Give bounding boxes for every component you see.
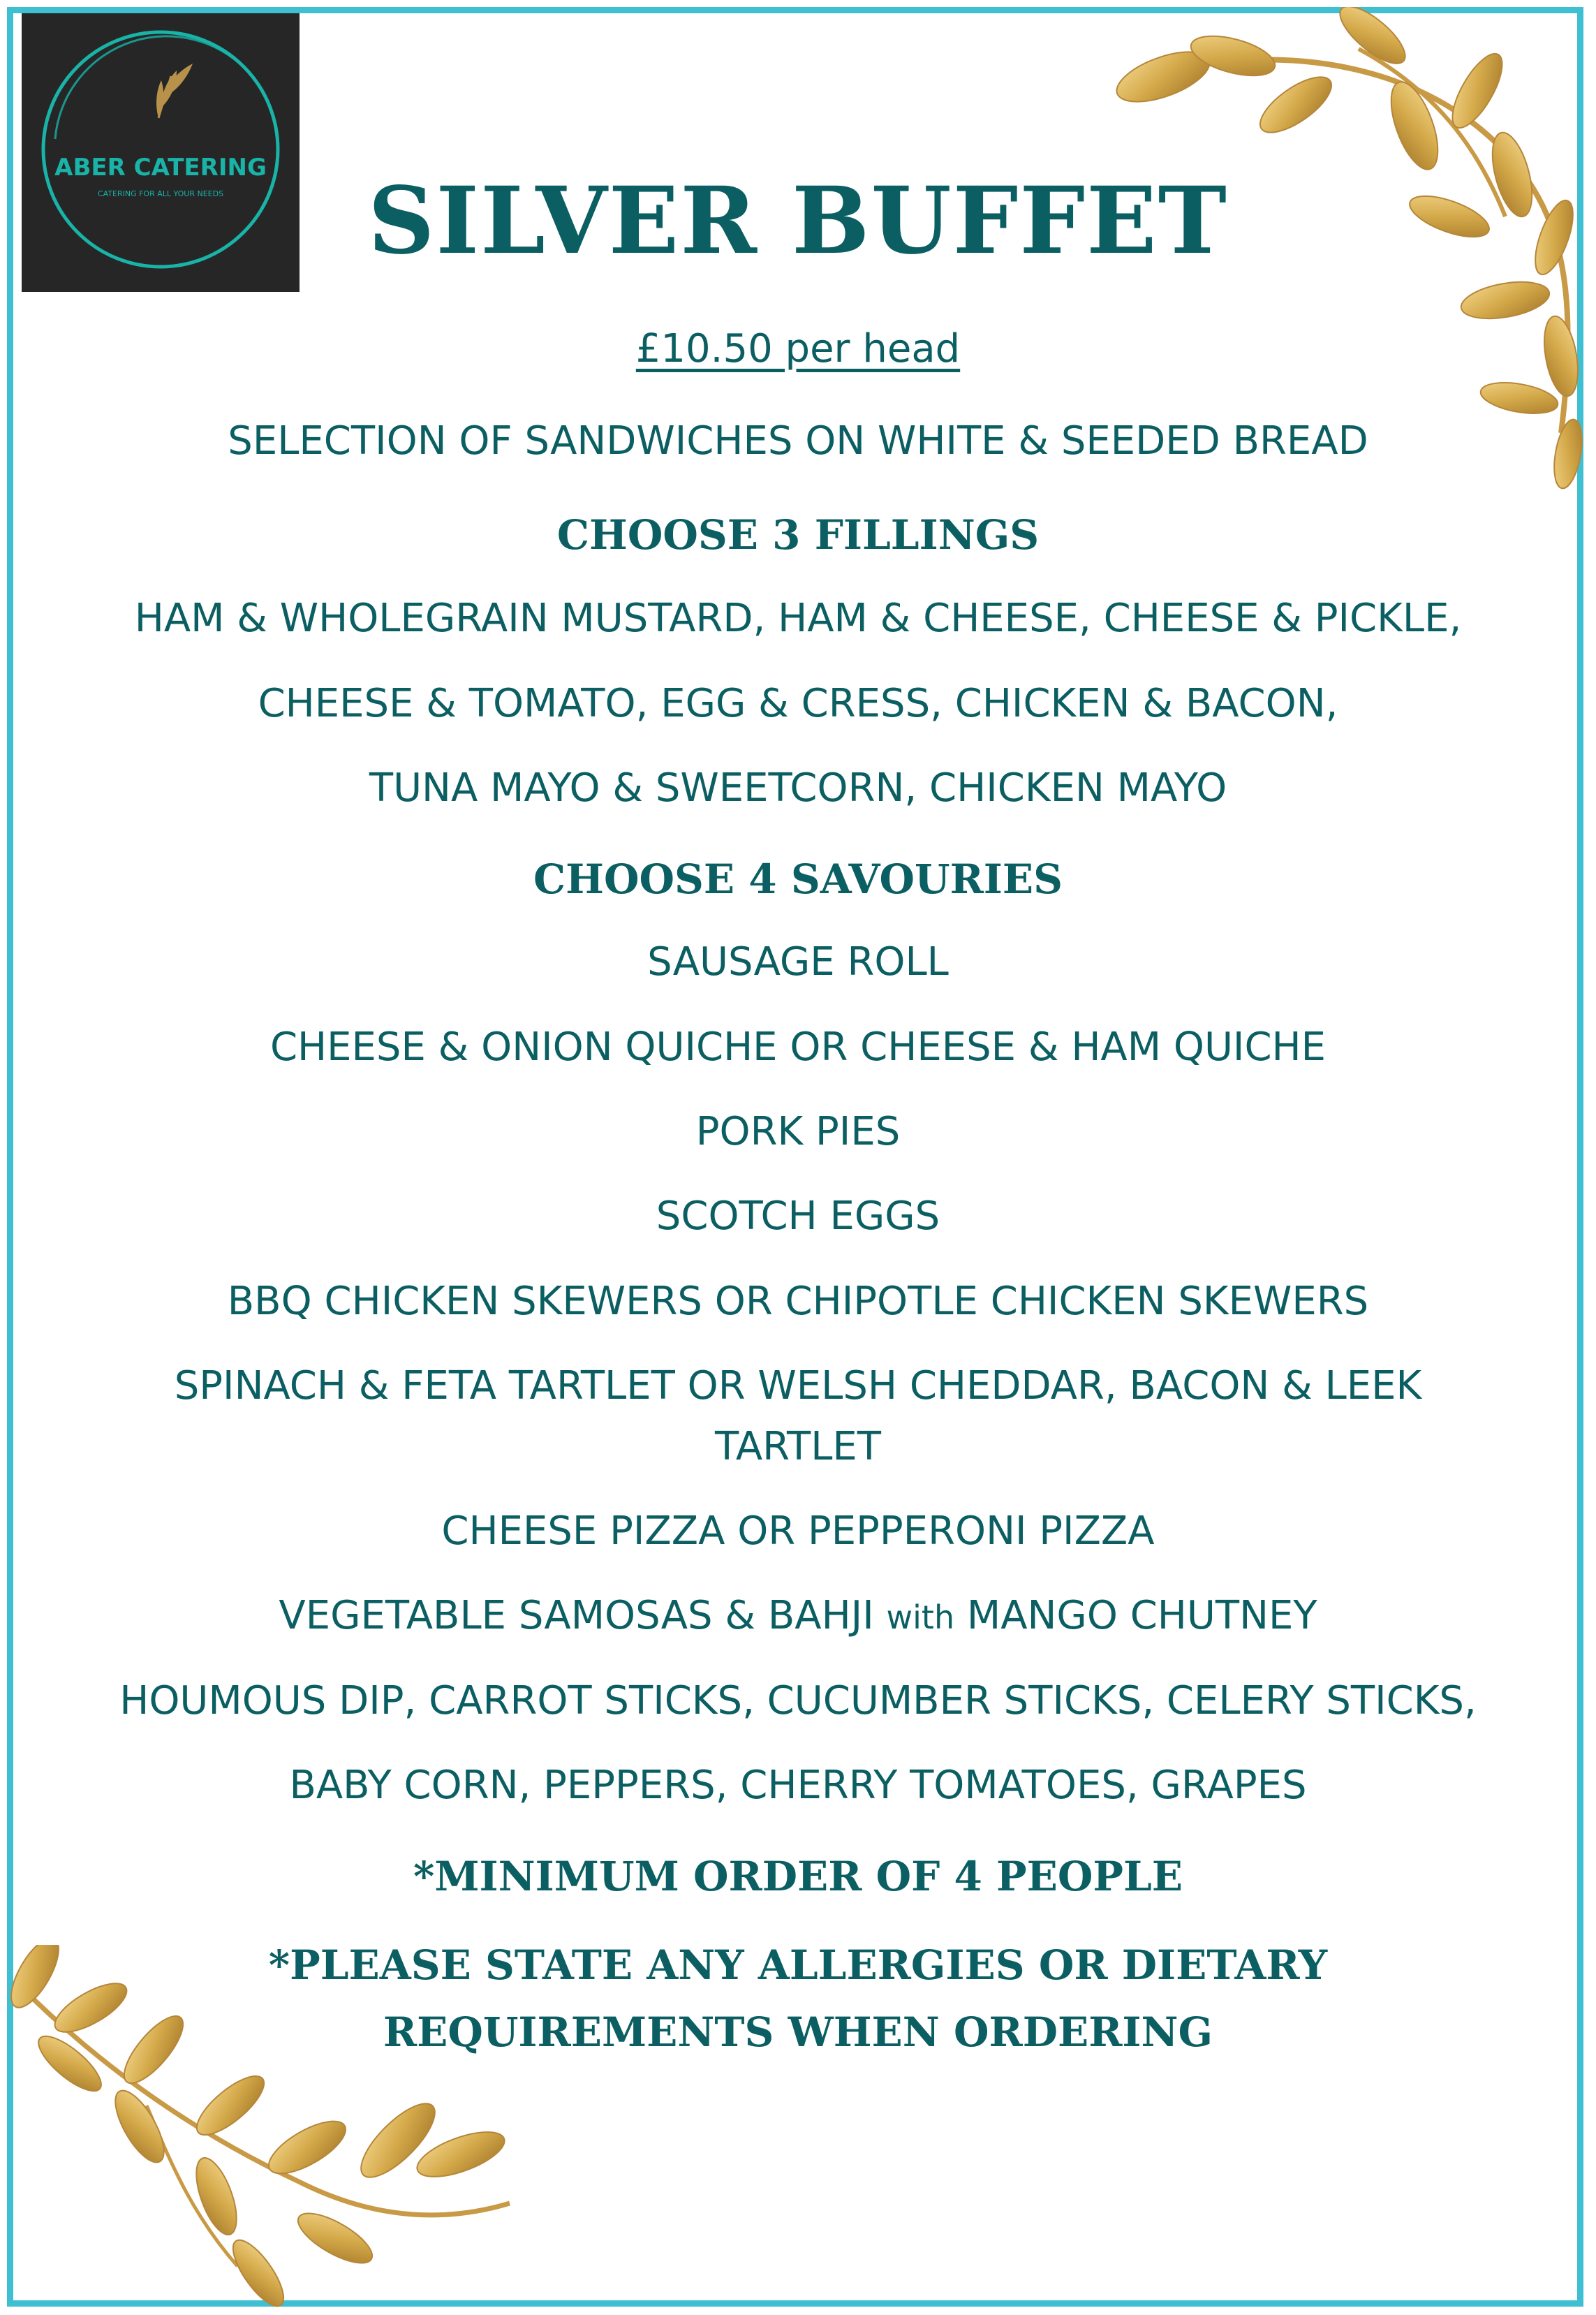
menu-price: £10.50 per head: [635, 326, 961, 372]
savoury-item: BBQ CHICKEN SKEWERS OR CHIPOTLE CHICKEN SKEWERS: [227, 1279, 1369, 1324]
savoury-item-continued: TARTLET: [715, 1424, 881, 1469]
crudites-line: BABY CORN, PEPPERS, CHERRY TOMATOES, GRAPES: [289, 1763, 1307, 1808]
samosa-with: with: [886, 1599, 955, 1636]
fillings-line: HAM & WHOLEGRAIN MUSTARD, HAM & CHEESE, CHEESE & PICKLE,: [134, 596, 1462, 641]
minimum-order-note: *MINIMUM ORDER OF 4 PEOPLE: [413, 1853, 1183, 1900]
fillings-heading: CHOOSE 3 FILLINGS: [556, 511, 1040, 559]
fillings-line: TUNA MAYO & SWEETCORN, CHICKEN MAYO: [369, 765, 1227, 811]
savoury-item: CHEESE & ONION QUICHE OR CHEESE & HAM QUICHE: [269, 1024, 1327, 1070]
fillings-line: CHEESE & TOMATO, EGG & CRESS, CHICKEN & BACON,: [258, 681, 1338, 726]
crudites-line: HOUMOUS DIP, CARROT STICKS, CUCUMBER STICKS, CELERY STICKS,: [119, 1678, 1477, 1724]
samosa-part2: MANGO CHUTNEY: [954, 1593, 1317, 1638]
menu-content: [112, 0, 1484, 2315]
savoury-item: SAUSAGE ROLL: [647, 939, 949, 985]
menu-intro: SELECTION OF SANDWICHES ON WHITE & SEEDED BREAD: [228, 418, 1368, 464]
savoury-item: PORK PIES: [695, 1109, 901, 1154]
samosa-line: [112, 1589, 1484, 1644]
savoury-item: SCOTCH EGGS: [656, 1193, 940, 1239]
logo-tagline: CATERING FOR ALL YOUR NEEDS: [97, 189, 224, 198]
logo-brand: ABER CATERING: [54, 154, 267, 182]
savoury-item: CHEESE PIZZA OR PEPPERONI PIZZA: [441, 1508, 1155, 1554]
allergies-note-continued: REQUIREMENTS WHEN ORDERING: [383, 2008, 1213, 2056]
savouries-heading: CHOOSE 4 SAVOURIES: [533, 855, 1063, 903]
menu-title: SILVER BUFFET: [368, 167, 1228, 275]
savoury-item: SPINACH & FETA TARTLET OR WELSH CHEDDAR, BACON & LEEK: [174, 1363, 1422, 1409]
samosa-part1: VEGETABLE SAMOSAS & BAHJI: [279, 1593, 887, 1638]
allergies-note: *PLEASE STATE ANY ALLERGIES OR DIETARY: [268, 1941, 1328, 1989]
